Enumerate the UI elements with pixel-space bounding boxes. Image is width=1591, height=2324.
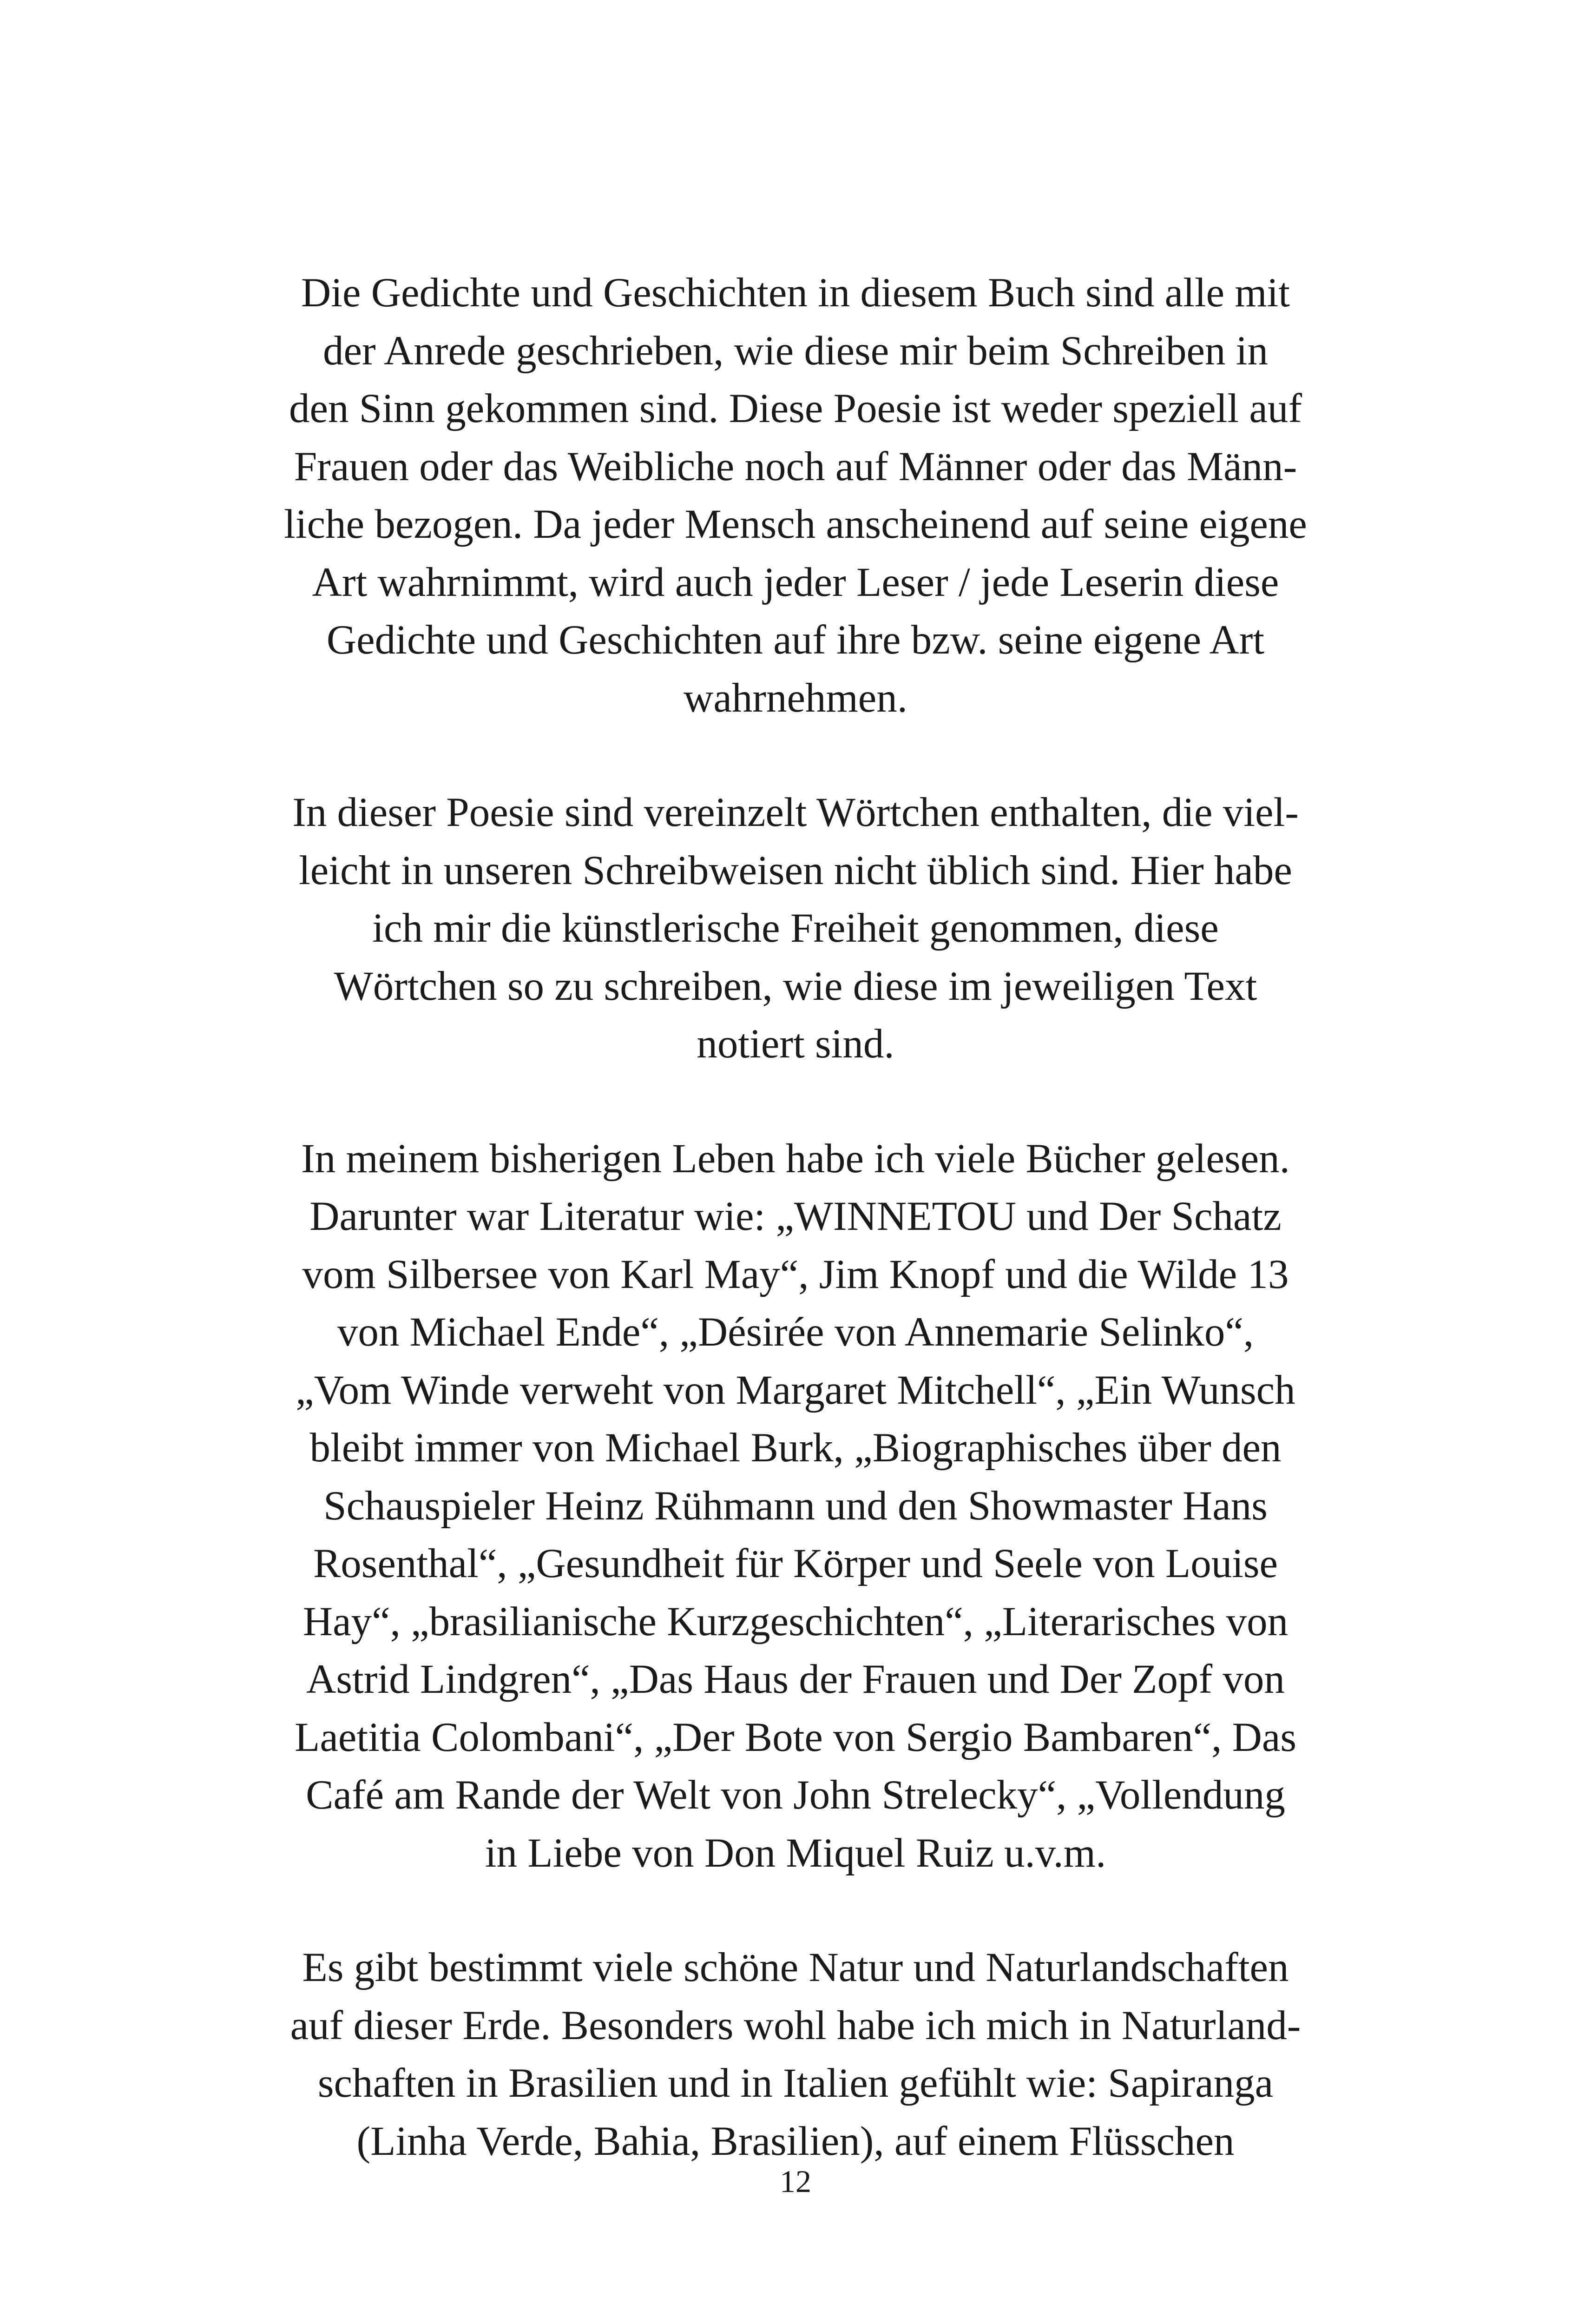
text-line: „Vom Winde verweht von Margaret Mitchell“, „Ein Wunsch — [296, 1367, 1295, 1413]
text-line: wahrnehmen. — [684, 675, 907, 721]
text-line: Rosenthal“, „Gesundheit für Körper und Seele von Louise — [313, 1541, 1278, 1586]
text-line: (Linha Verde, Bahia, Brasilien), auf einem Flüsschen — [356, 2118, 1235, 2164]
body-text — [204, 264, 1387, 2227]
text-line: den Sinn gekommen sind. Diese Poesie ist weder speziell auf — [289, 386, 1302, 431]
text-line: notiert sind. — [697, 1021, 894, 1067]
text-line: Art wahrnimmt, wird auch jeder Leser / jede Leserin diese — [312, 559, 1279, 605]
text-line: Wörtchen so zu schreiben, wie diese im jeweiligen Text — [334, 963, 1257, 1009]
text-line: in Liebe von Don Miquel Ruiz u.v.m. — [485, 1830, 1106, 1876]
paragraph-schreibweisen — [204, 784, 1387, 1073]
text-line: Die Gedichte und Geschichten in diesem Buch sind alle mit — [301, 270, 1290, 316]
paragraph-anrede — [204, 264, 1387, 727]
text-line: Schauspieler Heinz Rühmann und den Showmaster Hans — [323, 1483, 1268, 1529]
text-line: Café am Rande der Welt von John Strelecky“, „Vollendung — [306, 1772, 1285, 1818]
text-line: Astrid Lindgren“, „Das Haus der Frauen und Der Zopf von — [306, 1657, 1285, 1702]
text-line: Hay“, „brasilianische Kurzgeschichten“, „Literarisches von — [302, 1598, 1289, 1644]
text-line: Laetitia Colombani“, „Der Bote von Sergio Bambaren“, Das — [295, 1714, 1296, 1760]
text-line: auf dieser Erde. Besonders wohl habe ich mich in Naturland- — [290, 2002, 1301, 2048]
text-line: vom Silbersee von Karl May“, Jim Knopf und die Wilde 13 — [302, 1251, 1289, 1297]
text-line: In meinem bisherigen Leben habe ich viele Bücher gelesen. — [301, 1136, 1290, 1182]
text-line: bleibt immer von Michael Burk, „Biographisches über den — [309, 1425, 1282, 1471]
text-line: von Michael Ende“, „Désirée von Annemarie Selinko“, — [337, 1309, 1254, 1355]
paragraph-literatur — [204, 1130, 1387, 1882]
text-line: der Anrede geschrieben, wie diese mir beim Schreiben in — [323, 328, 1268, 374]
text-line: Gedichte und Geschichten auf ihre bzw. seine eigene Art — [326, 617, 1265, 663]
text-line: leicht in unseren Schreibweisen nicht üblich sind. Hier habe — [299, 847, 1292, 893]
text-line: liche bezogen. Da jeder Mensch anscheinend auf seine eigene — [284, 502, 1307, 547]
text-line: In dieser Poesie sind vereinzelt Wörtchen enthalten, die viel- — [292, 790, 1299, 835]
paragraph-naturlandschaften — [204, 1939, 1387, 2170]
text-line: Frauen oder das Weibliche noch auf Männer oder das Männ- — [294, 443, 1297, 489]
page-number: 12 — [780, 2164, 811, 2199]
text-line: schaften in Brasilien und in Italien gefühlt wie: Sapiranga — [317, 2060, 1274, 2106]
text-line: Darunter war Literatur wie: „WINNETOU und Der Schatz — [309, 1194, 1282, 1239]
text-line: ich mir die künstlerische Freiheit genommen, diese — [372, 905, 1219, 951]
text-line: Es gibt bestimmt viele schöne Natur und Naturlandschaften — [302, 1945, 1289, 1990]
